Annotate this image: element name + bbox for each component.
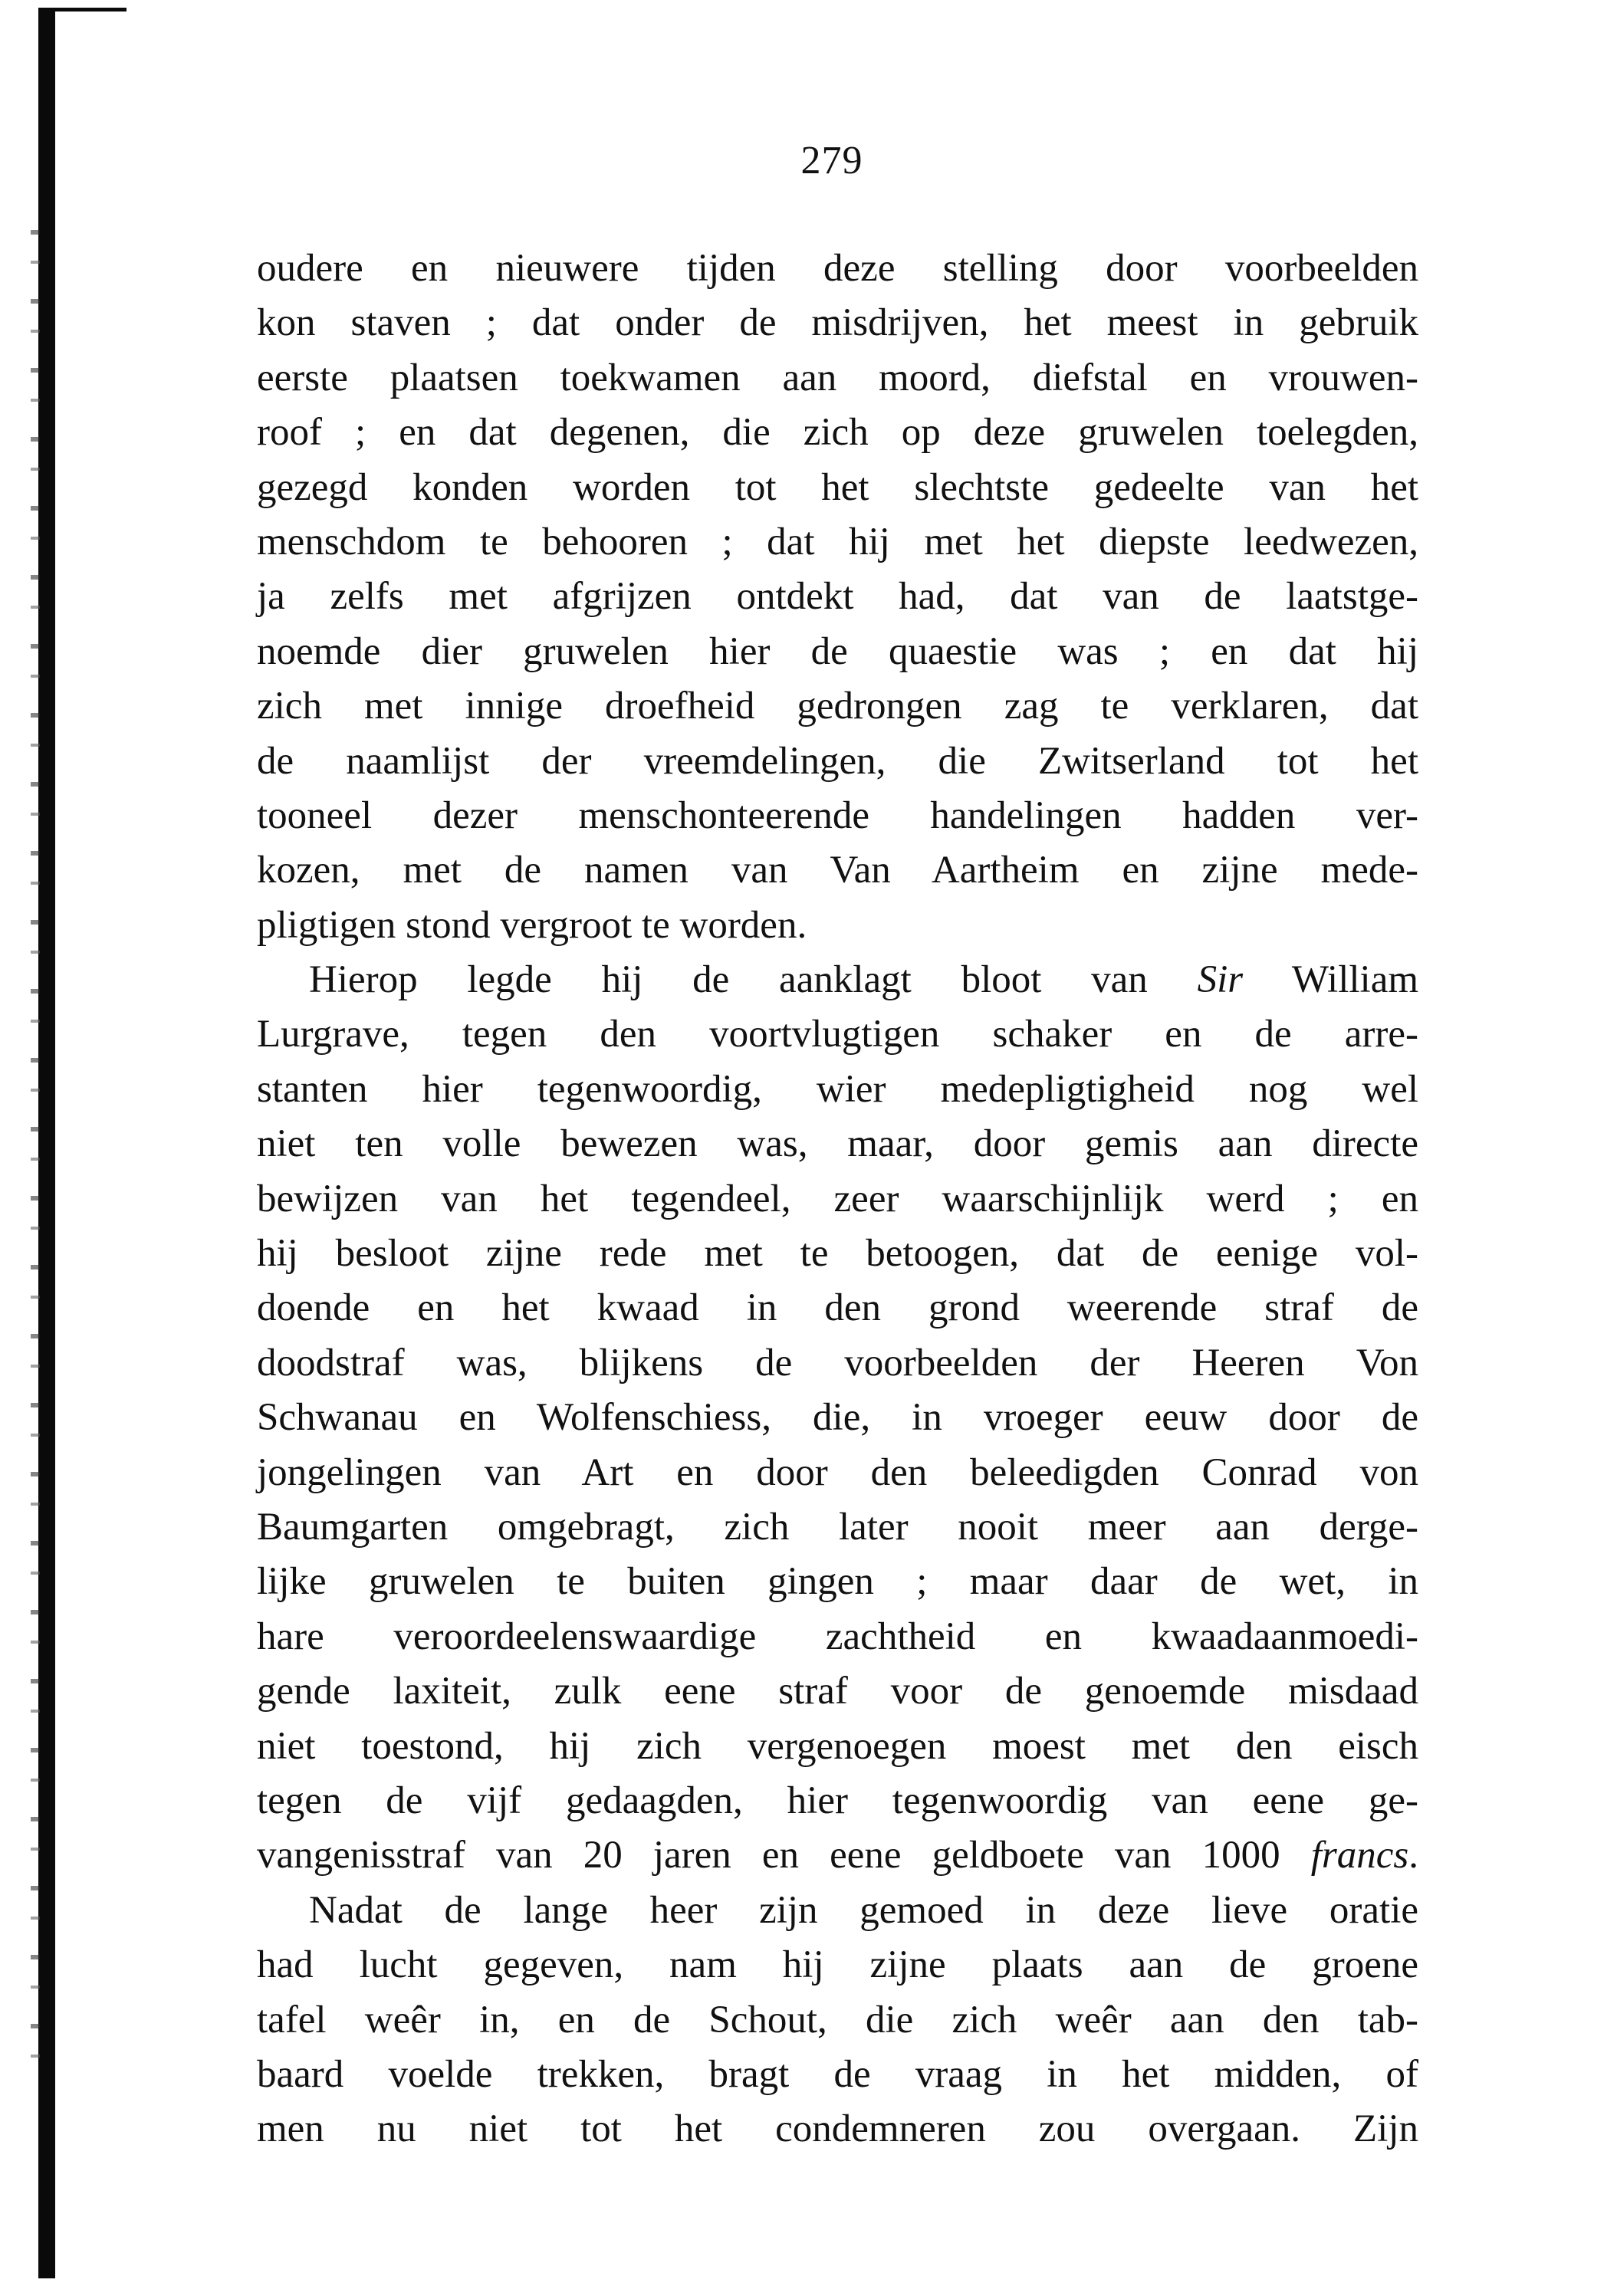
italic-text: Sir [1197,958,1244,1002]
text-line [257,953,1418,1007]
text-line: lijke gruwelen te buiten gingen ; maar daar de wet, in [257,1560,1418,1604]
text-line: oudere en nieuwere tijden deze stelling door voorbeelden [257,247,1418,290]
text-line: jongelingen van Art en door den beleedigden Conrad von [257,1450,1418,1494]
text-line: eerste plaatsen toekwamen aan moord, diefstal en vrouwen- [257,356,1418,399]
text-line: gende laxiteit, zulk eene straf voor de genoemde misdaad [257,1670,1418,1713]
text-line: menschdom te behooren ; dat hij met het diepste leedwezen, [257,520,1418,563]
text-line: men nu niet tot het condemneren zou overgaan. Zijn [257,2107,1418,2151]
text-line: niet ten volle bewezen was, maar, door gemis aan directe [257,1122,1418,1166]
paragraph [257,241,1418,953]
text-line: ja zelfs met afgrijzen ontdekt had, dat van de laatstge- [257,575,1418,619]
text-line: doende en het kwaad in den grond weerende straf de [257,1286,1418,1330]
text-segment: . [1408,1834,1418,1877]
body-text [257,241,1418,2157]
text-line: gezegd konden worden tot het slechtste gedeelte van het [257,465,1418,509]
text-line: tafel weêr in, en de Schout, die zich weêr aan den tab- [257,1998,1418,2041]
paragraph [257,953,1418,1884]
text-line: noemde dier gruwelen hier de quaestie was ; en dat hij [257,629,1418,673]
text-line: hare veroordeelenswaardige zachtheid en kwaadaanmoedi- [257,1614,1418,1658]
text-line: baard voelde trekken, bragt de vraag in het midden, of [257,2052,1418,2096]
text-line: Baumgarten omgebragt, zich later nooit meer aan derge- [257,1505,1418,1549]
text-line [257,1828,1418,1883]
text-line: pligtigen stond vergroot te worden. [257,903,807,947]
text-segment: William [1243,958,1419,1002]
text-line: zich met innige droefheid gedrongen zag te verklaren, dat [257,685,1418,728]
text-line: de naamlijst der vreemdelingen, die Zwitserland tot het [257,739,1418,783]
text-line: kon staven ; dat onder de misdrijven, het meest in gebruik [257,301,1418,345]
text-line: had lucht gegeven, nam hij zijne plaats aan de groene [257,1943,1418,1987]
text-line: tooneel dezer menschonteerende handelingen hadden ver- [257,793,1418,837]
text-line: hij besloot zijne rede met te betoogen, dat de eenige vol- [257,1232,1418,1276]
italic-text: francs [1310,1834,1409,1877]
text-line: Nadat de lange heer zijn gemoed in deze lieve oratie [309,1888,1418,1932]
text-segment: vangenisstraf van 20 jaren en eene geldboete van 1000 [257,1834,1311,1877]
text-line: doodstraf was, blijkens de voorbeelden der Heeren Von [257,1341,1418,1384]
paragraph [257,1884,1418,2157]
text-line: Lurgrave, tegen den voortvlugtigen schaker en de arre- [257,1013,1418,1056]
text-segment: Hierop legde hij de aanklagt bloot van [309,958,1198,1002]
binding-top-rule [38,8,127,11]
page-number: 279 [800,139,863,182]
book-binding-edge [38,9,55,2278]
scan-edge-noise [31,230,40,2070]
text-line: bewijzen van het tegendeel, zeer waarschijnlijk werd ; en [257,1177,1418,1220]
text-line: kozen, met de namen van Van Aartheim en zijne mede- [257,849,1418,892]
text-line: roof ; en dat degenen, die zich op deze gruwelen toelegden, [257,411,1418,455]
text-line: tegen de vijf gedaagden, hier tegenwoordig van eene ge- [257,1779,1418,1822]
text-line: niet toestond, hij zich vergenoegen moest met den eisch [257,1724,1418,1768]
text-line: Schwanau en Wolfenschiess, die, in vroeger eeuw door de [257,1396,1418,1440]
text-line: stanten hier tegenwoordig, wier medepligtigheid nog wel [257,1067,1418,1111]
